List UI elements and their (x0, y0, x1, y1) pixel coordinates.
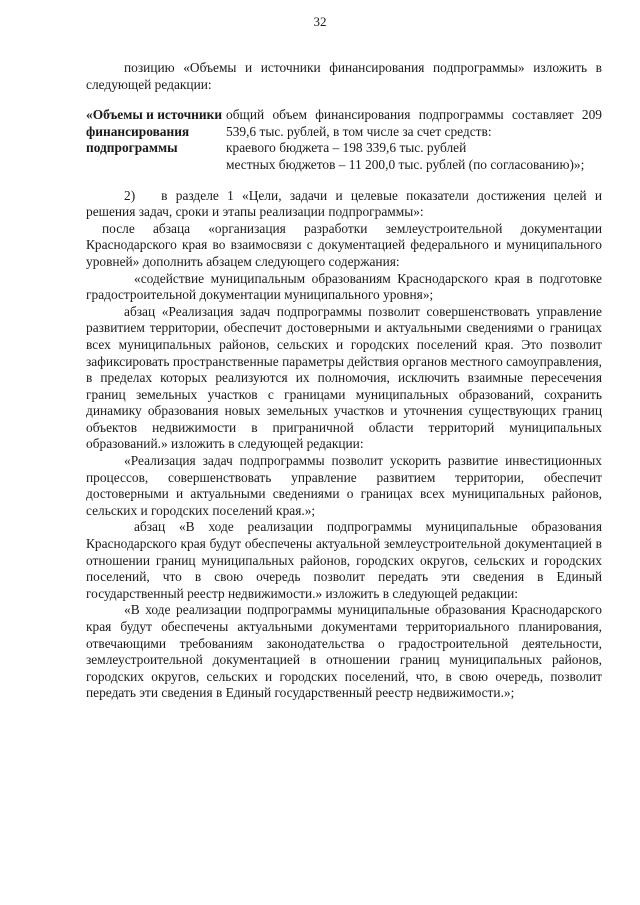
passport-line-regional: краевого бюджета – 198 339,6 тыс. рублей (226, 140, 467, 156)
passport-line-total: общий объем финансирования подпрограммы составляет 209 539,6 тыс. рублей, в том числе за счет средств: (226, 107, 602, 139)
passport-line-local: местных бюджетов – 11 200,0 тыс. рублей (по согласованию)»; (226, 156, 585, 172)
paragraph-5: абзац «В ходе реализации подпрограммы муниципальные образования Краснодарского края будут обеспечены актуальной землеустроительной документацией в отношении границ муниципальных районов, городских округов, сельских и городских поселений, что в свою очередь позволит передать эти сведения в Единый государственный реестр недвижимости.» изложить в следующей редакции: (86, 519, 602, 601)
passport-values (226, 107, 602, 173)
item-2-text: в разделе 1 «Цели, задачи и целевые показатели достижения целей и решения задач, сроки и этапы реализации подпрограммы»: (86, 187, 602, 220)
passport-label: «Объемы и источники финансирования подпрограммы (86, 107, 223, 156)
passport-row (86, 107, 602, 173)
paragraph-4: «Реализация задач подпрограммы позволит ускорить развитие инвестиционных процессов, совершенствовать управление развитием территории, обеспечит достоверными и актуальными сведениями о границах всех муниципальных районов, сельских и городских поселений края.»; (86, 453, 602, 518)
paragraph-2: «содействие муниципальным образованиям Краснодарского края в подготовке градостроительной документации муниципального уровня»; (86, 270, 602, 303)
intro-paragraph: позицию «Объемы и источники финансирования подпрограммы» изложить в следующей редакции: (86, 60, 602, 92)
document-body (86, 60, 602, 702)
item-2-paragraph (86, 188, 602, 221)
paragraph-1: после абзаца «организация разработки землеустроительной документации Краснодарского края во взаимосвязи с документацией федерального и муниципального уровней» дополнить абзацем следующего содержания: (86, 220, 602, 269)
item-2-number: 2) (124, 187, 136, 203)
paragraph-3: абзац «Реализация задач подпрограммы позволит совершенствовать управление развитием территории, обеспечит достоверными и актуальными сведениями о границах всех муниципальных районов, сельских и городских поселений края. Это позволит зафиксировать пространственные параметры действия органов местного самоуправления, в пределах которых реализуются их полномочия, исключить взаимные пересечения границ земельных участков с границами муниципальных образований, сохранить динамику образования новых земельных участков и уточнения существующих границ объектов недвижимости в приграничной области территорий муниципальных образований.» изложить в следующей редакции: (86, 303, 602, 452)
paragraph-6: «В ходе реализации подпрограммы муниципальные образования Краснодарского края будут обеспечены актуальными документами территориального планирования, отвечающими требованиям законодательства о градостроительной деятельности, землеустроительной документацией в отношении границ муниципальных районов, городских округов, сельских и городских поселений, что, в свою очередь, позволит передать эти сведения в Единый государственный реестр недвижимости.»; (86, 602, 602, 701)
page-number: 32 (313, 14, 327, 29)
